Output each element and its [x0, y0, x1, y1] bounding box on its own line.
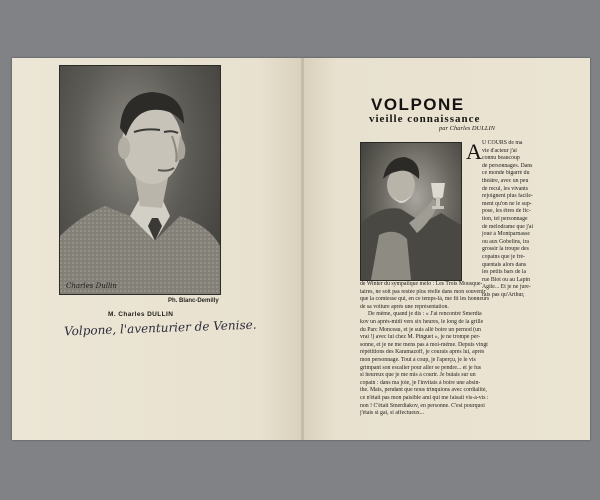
text-line: De même, quand je dis : « J'ai rencontré Smerdia [368, 311, 482, 318]
handwritten-inscription: Volpone, l'aventurier de Venise. [63, 317, 257, 339]
text-line: théâtre, avec un peu [482, 177, 529, 184]
article-photo-volpone [360, 142, 462, 281]
text-line: kov un après-midi vers six heures, le long de la grille [360, 318, 484, 325]
article-subtitle: vieille connaissance [369, 113, 481, 125]
portrait-illustration [60, 66, 220, 294]
text-line: joué à Montparnasse [482, 231, 530, 238]
article-wide-column [360, 281, 566, 418]
text-line: pose, les êtres de fic- [482, 208, 531, 215]
text-line: connu beaucoup [482, 155, 520, 162]
text-line: vrai !) avec lui chez M. Pinguet », je ne trompe per- [360, 334, 481, 341]
text-line: ce monde bigarré du [482, 170, 530, 177]
text-line: j'étais si gai, si affectueux... [360, 410, 425, 417]
text-line: grimpant son escalier pour aller se pendre... et je fus [360, 364, 482, 371]
text-line: vie d'acteur j'ai [482, 147, 517, 154]
text-line: de Winter du sympatique mélo : Les Trois Mousque- [360, 281, 483, 287]
text-line: de personnages. Dans [482, 162, 533, 169]
photo-signature: Charles Dullin [66, 282, 117, 290]
text-line: tion, tel personnage [482, 215, 528, 222]
text-line: copains que je fré- [482, 253, 525, 260]
photo-credit: Ph. Blanc-Demilly [168, 298, 219, 304]
text-line: quentais alors dans [482, 261, 527, 268]
text-line: mon personnage. Tout à coup, je l'aperçu, je le vis [360, 356, 476, 363]
text-line: de sa voiture après une représentation. [360, 303, 449, 310]
text-line: U COURS de ma [482, 140, 523, 146]
article-title: VOLPONE [371, 95, 465, 114]
text-line: the. Mais, pendant que nous trinquions avec cordialité, [360, 387, 487, 394]
text-line: rue Blot ou au Lapin [482, 276, 530, 283]
text-line: de mélodrame que j'ai [482, 223, 534, 230]
text-line: ce n'était pas mon paisible ami qui me faisait vis-à-vis : [360, 394, 489, 401]
text-line: du Parc Monceau, et je suis allé boire un pernod (un [360, 326, 481, 333]
text-line: ment qu'on ne le sup- [482, 200, 532, 207]
text-line: taires, ne soit pas restée plus réelle dans mon souvenir [360, 288, 486, 295]
text-line: sonne, et je ne me mens pas à moi-même. Depuis vingt [360, 341, 488, 348]
text-line: rais pas qu'Arthur, [482, 291, 525, 298]
text-line: que la comtesse qui, en ce temps-là, me fit les honneurs [360, 296, 490, 303]
text-line: ou aux Gobelins, ira [482, 238, 530, 245]
article-byline: par Charles DULLIN [439, 125, 495, 132]
text-line: répétitions des Karamazoff, je courais après lui, après [360, 349, 485, 356]
volpone-illustration [361, 143, 461, 280]
text-line: Agile... Et je ne jure- [482, 284, 531, 291]
text-line: copain : dans ma joie, je l'invitais à boire une absin- [360, 379, 481, 386]
text-line: rejoignent plus facile- [482, 193, 533, 200]
text-line: de recul, les vivants [482, 185, 529, 192]
page-gutter [301, 58, 304, 440]
text-line: si heureux que je me mis à courir. Je butais sur un [360, 372, 476, 379]
text-line: grossir la troupe des [482, 246, 529, 253]
portrait-caption: M. Charles DULLIN [108, 311, 174, 318]
drop-cap: A [466, 139, 482, 164]
text-line: les petits bars de la [482, 269, 527, 276]
text-line: non ! C'était Smerdiakov, en personne. C'est pourquoi [360, 402, 485, 409]
portrait-photo-charles-dullin [59, 65, 221, 295]
article-narrow-column [482, 140, 566, 299]
